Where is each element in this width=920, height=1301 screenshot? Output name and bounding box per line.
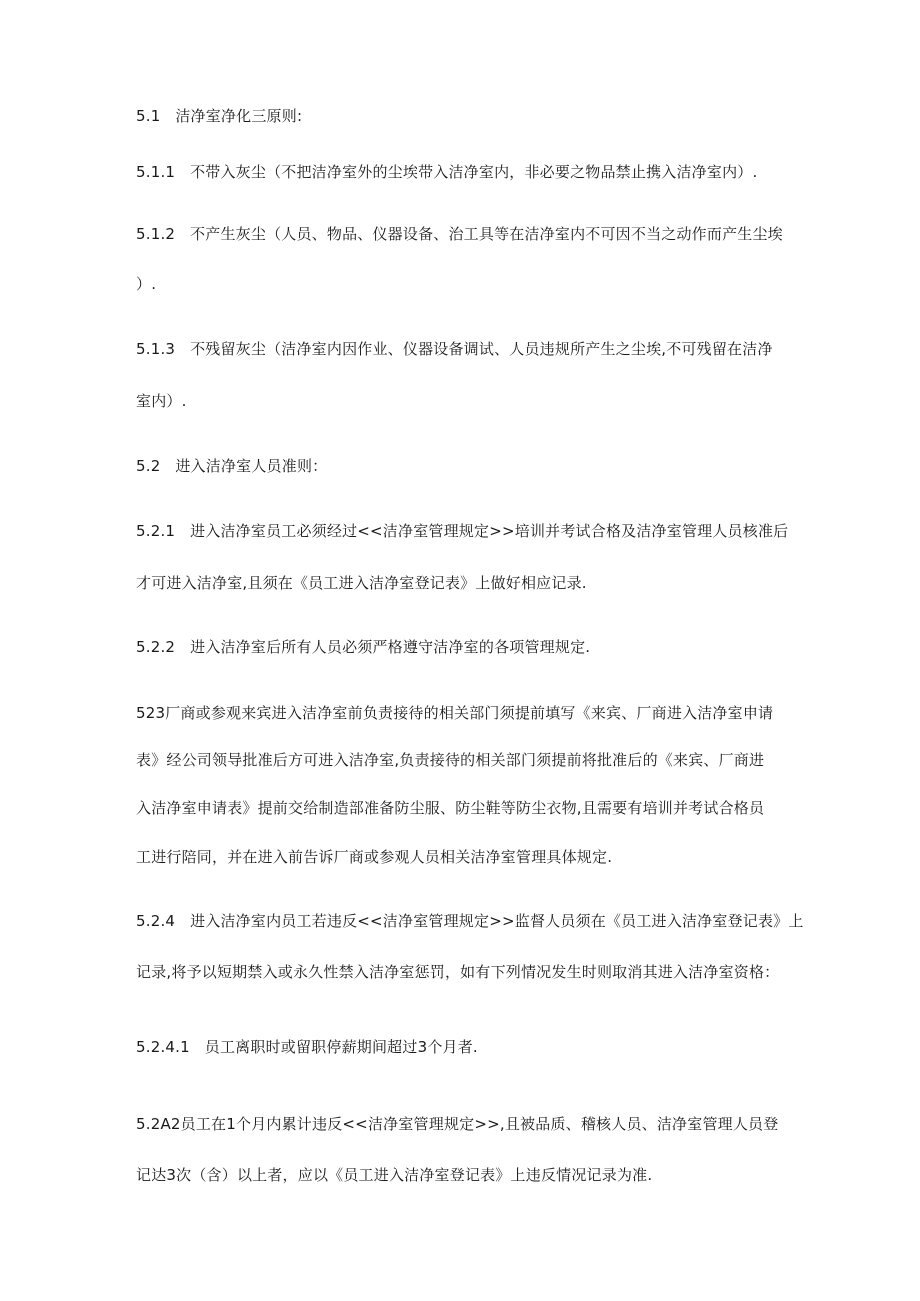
item-5-2-3-line-4: 工进行陪同，并在进入前告诉厂商或参观人员相关洁净室管理具体规定. bbox=[136, 848, 613, 866]
item-5-2-3-line-1: 523厂商或参观来宾进入洁净室前负责接待的相关部门须提前填写《来宾、厂商进入洁净室申请 bbox=[136, 704, 774, 722]
item-5-1-3-line-2: 室内）. bbox=[136, 392, 187, 410]
heading-5-2: 5.2 进入洁净室人员准则： bbox=[136, 457, 328, 475]
item-5-1-1-line-1: 5.1.1 不带入灰尘（不把洁净室外的尘埃带入洁净室内，非必要之物品禁止携入洁净室内）. bbox=[136, 163, 758, 181]
item-5-2-1-line-2: 才可进入洁净室,且须在《员工进入洁净室登记表》上做好相应记录. bbox=[136, 574, 587, 592]
item-5-2-2-line-1: 5.2.2 进入洁净室后所有人员必须严格遵守洁净室的各项管理规定. bbox=[136, 638, 591, 656]
item-5-1-2-line-1: 5.1.2 不产生灰尘（人员、物品、仪器设备、治工具等在洁净室内不可因不当之动作而产生尘埃 bbox=[136, 225, 783, 243]
item-5-2-4-1-line-1: 5.2.4.1 员工离职时或留职停薪期间超过3个月者. bbox=[136, 1038, 478, 1056]
item-5-2-4-2-line-1: 5.2A2员工在1个月内累计违反<<洁净室管理规定>>,且被品质、稽核人员、洁净室管理人员登 bbox=[136, 1115, 779, 1133]
item-5-1-2-line-2: ）. bbox=[136, 275, 157, 293]
item-5-2-3-line-2: 表》经公司领导批准后方可进入洁净室,负责接待的相关部门须提前将批准后的《来宾、厂商进 bbox=[136, 751, 765, 769]
item-5-2-4-line-1: 5.2.4 进入洁净室内员工若违反<<洁净室管理规定>>监督人员须在《员工进入洁净室登记表》上 bbox=[136, 912, 804, 930]
item-5-2-3-line-3: 入洁净室申请表》提前交给制造部准备防尘服、防尘鞋等防尘衣物,且需要有培训并考试合格员 bbox=[136, 799, 765, 817]
item-5-2-1-line-1: 5.2.1 进入洁净室员工必须经过<<洁净室管理规定>>培训并考试合格及洁净室管理人员核准后 bbox=[136, 522, 789, 540]
item-5-2-4-2-line-2: 记达3次（含）以上者，应以《员工进入洁净室登记表》上违反情况记录为准. bbox=[136, 1166, 653, 1184]
item-5-1-3-line-1: 5.1.3 不残留灰尘（洁净室内因作业、仪器设备调试、人员违规所产生之尘埃,不可残留在洁净 bbox=[136, 340, 773, 358]
item-5-2-4-line-2: 记录,将予以短期禁入或永久性禁入洁净室惩罚，如有下列情况发生时则取消其进入洁净室资格： bbox=[136, 963, 780, 981]
heading-5-1: 5.1 洁净室净化三原则: bbox=[136, 107, 303, 125]
